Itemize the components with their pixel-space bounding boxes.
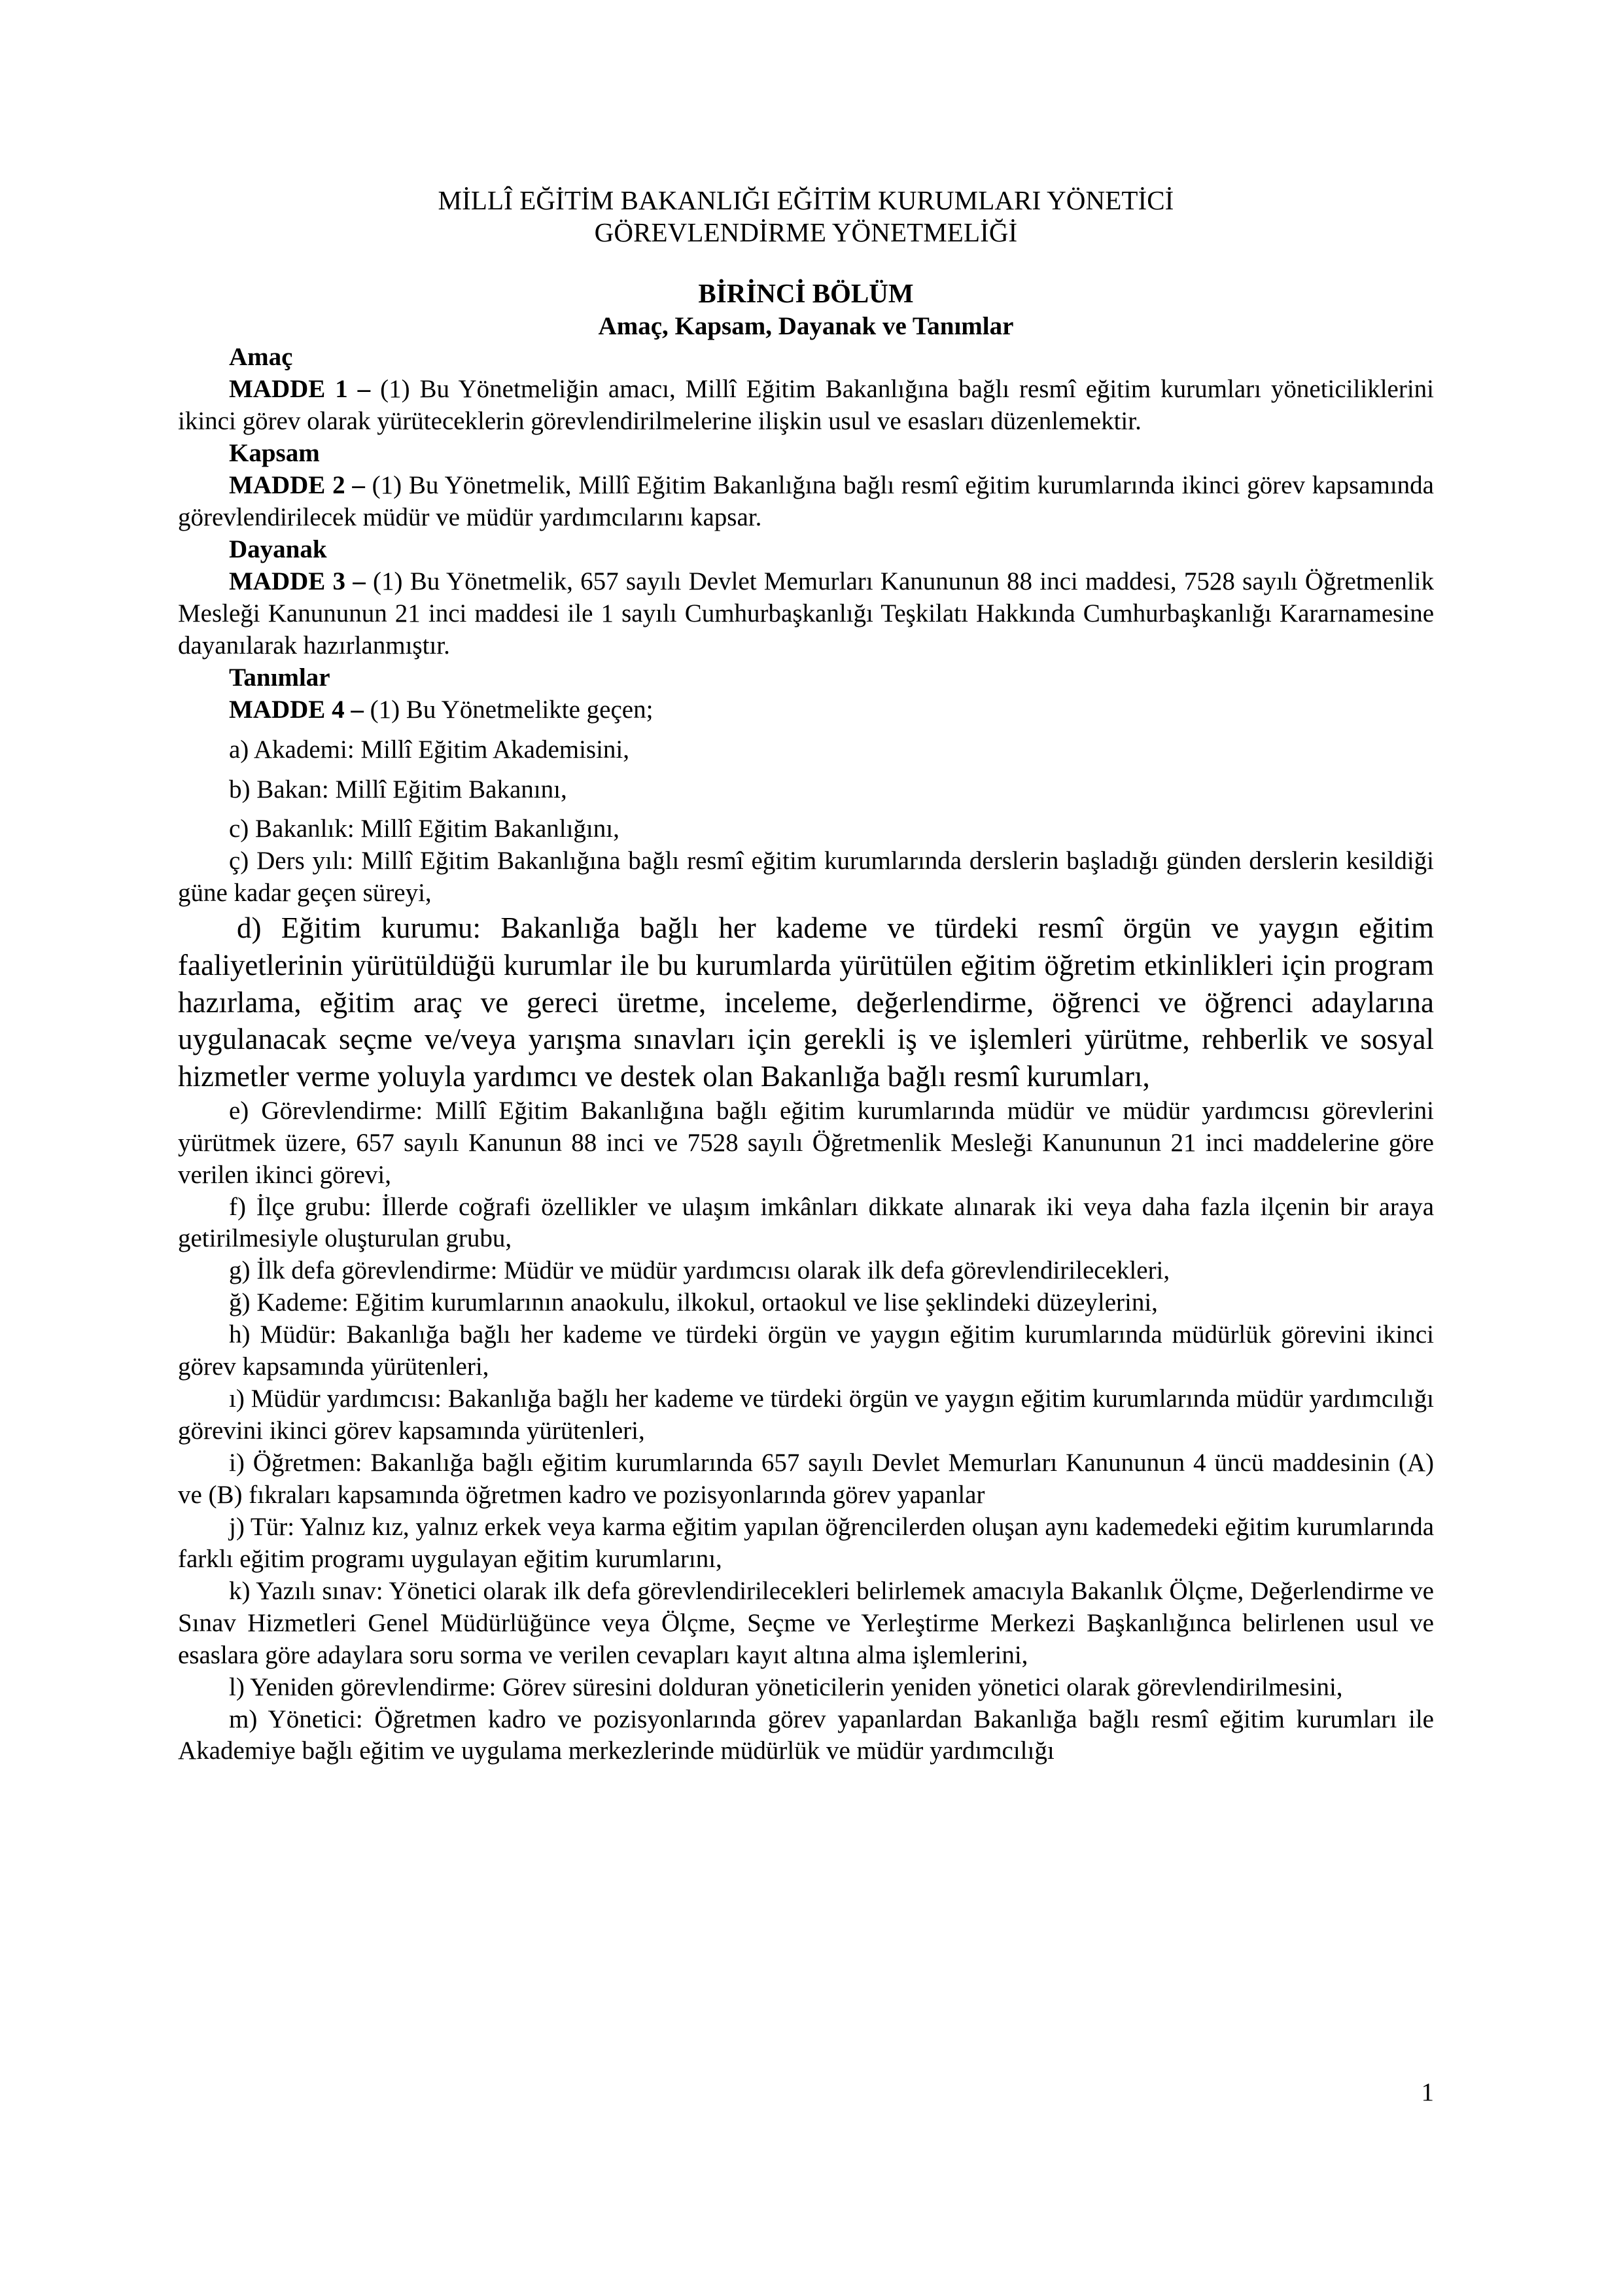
page-number: 1 (1421, 2078, 1434, 2106)
definition-item-b: b) Bakan: Millî Eğitim Bakanını, (229, 775, 567, 804)
definition-item-g: g) İlk defa görevlendirme: Müdür ve müdür yardımcısı olarak ilk defa görevlendirilecekleri, (229, 1256, 1170, 1285)
definition-item-d: d) Eğitim kurumu: Bakanlığa bağlı her kademe ve türdeki resmî örgün ve yaygın eğitim faaliyetlerinin yürütüldüğü kurumlar ile bu kurumlarda yürütülen eğitim öğretim etkinlikleri için program hazırlama, eğitim araç ve gereci üretme, inceleme, değerlendirme, öğrenci ve öğrenci adaylarına uygulanacak seçme ve/veya yarışma sınavları için gerekli iş ve işlemleri yürütme, rehberlik ve sosyal hizmetler verme yoluyla yardımcı ve destek olan Bakanlığa bağlı resmî kurumları, (178, 911, 1434, 1093)
article-body-madde-4: (1) Bu Yönetmelikte geçen; (370, 695, 654, 724)
article-label-madde-3: MADDE 3 – (229, 567, 374, 595)
article-body-madde-1: (1) Bu Yönetmeliğin amacı, Millî Eğitim Bakanlığına bağlı resmî eğitim kurumları yöneticiliklerini ikinci görev olarak yürüteceklerin görevlendirilmelerine ilişkin usul ve esasları düzenlemektir. (178, 375, 1434, 436)
document-content (178, 185, 1434, 1767)
definition-item-a: a) Akademi: Millî Eğitim Akademisini, (229, 735, 630, 764)
chapter-heading: BİRİNCİ BÖLÜM (698, 278, 914, 309)
spacer (178, 805, 1434, 813)
spacer (178, 726, 1434, 734)
definition-item-c-cedilla: ç) Ders yılı: Millî Eğitim Bakanlığına bağlı resmî eğitim kurumlarında derslerin başladığı günden derslerin kesildiği güne kadar geçen süreyi, (178, 847, 1434, 908)
document-title (178, 185, 1434, 249)
definition-item-l: l) Yeniden görevlendirme: Görev süresini dolduran yöneticilerin yeniden yönetici olarak görevlendirilmesini, (229, 1672, 1343, 1701)
document-title-line-2: GÖREVLENDİRME YÖNETMELİĞİ (594, 217, 1018, 248)
article-body-madde-3: (1) Bu Yönetmelik, 657 sayılı Devlet Memurları Kanununun 88 inci maddesi, 7528 sayılı Öğretmenlik Mesleği Kanununun 21 inci maddesi ile 1 sayılı Cumhurbaşkanlığı Teşkilatı Hakkında Cumhurbaşkanlığı Kararnamesine dayanılarak hazırlanmıştır. (178, 567, 1434, 660)
definition-item-e: e) Görevlendirme: Millî Eğitim Bakanlığına bağlı eğitim kurumlarında müdür ve müdür yardımcısı görevlerini yürütmek üzere, 657 sayılı Kanunun 88 inci ve 7528 sayılı Öğretmenlik Mesleği Kanununun 21 inci maddelerine göre verilen ikinci görevi, (178, 1096, 1434, 1189)
spacer (178, 766, 1434, 774)
paragraph-madde-3 (178, 566, 1434, 662)
paragraph-madde-1 (178, 374, 1434, 438)
heading-dayanak: Dayanak (229, 535, 327, 563)
definition-item-g-breve: ğ) Kademe: Eğitim kurumlarının anaokulu, ilkokul, ortaokul ve lise şeklindeki düzeylerini, (229, 1288, 1158, 1317)
definition-item-i: i) Öğretmen: Bakanlığa bağlı eğitim kurumlarında 657 sayılı Devlet Memurları Kanununun 4 üncü maddesinin (A) ve (B) fıkraları kapsamında öğretmen kadro ve pozisyonlarında görev yapanlar (178, 1449, 1434, 1509)
heading-tanimlar: Tanımlar (229, 663, 330, 692)
heading-amac: Amaç (229, 343, 293, 372)
article-label-madde-2: MADDE 2 – (229, 471, 372, 500)
definition-item-h: h) Müdür: Bakanlığa bağlı her kademe ve türdeki örgün ve yaygın eğitim kurumlarında müdürlük görevini ikinci görev kapsamında yürütenleri, (178, 1320, 1434, 1381)
paragraph-madde-4 (178, 694, 1434, 726)
definition-item-f: f) İlçe grubu: İllerde coğrafi özellikler ve ulaşım imkânları dikkate alınarak iki veya daha fazla ilçenin bir araya getirilmesiyle oluşturulan grubu, (178, 1192, 1434, 1253)
article-label-madde-4: MADDE 4 – (229, 695, 370, 724)
definition-item-k: k) Yazılı sınav: Yönetici olarak ilk defa görevlendirilecekleri belirlemek amacıyla Bakanlık Ölçme, Değerlendirme ve Sınav Hizmetleri Genel Müdürlüğünce veya Ölçme, Seçme ve Yerleştirme Merkezi Başkanlığınca belirlenen usul ve esaslara göre adaylara soru sorma ve verilen cevapları kayıt altına alma işlemlerini, (178, 1576, 1434, 1669)
paragraph-madde-2 (178, 470, 1434, 534)
definition-item-dotless-i: ı) Müdür yardımcısı: Bakanlığa bağlı her kademe ve türdeki örgün ve yaygın eğitim kurumlarında müdür yardımcılığı görevini ikinci görev kapsamında yürütenleri, (178, 1385, 1434, 1445)
heading-kapsam: Kapsam (229, 439, 320, 468)
definition-item-j: j) Tür: Yalnız kız, yalnız erkek veya karma eğitim yapılan öğrencilerden oluşan aynı kademedeki eğitim kurumlarında farklı eğitim programı uygulayan eğitim kurumlarını, (178, 1512, 1434, 1573)
document-title-line-1: MİLLÎ EĞİTİM BAKANLIĞI EĞİTİM KURUMLARI YÖNETİCİ (438, 185, 1174, 215)
definition-item-m: m) Yönetici: Öğretmen kadro ve pozisyonlarında görev yapanlardan Bakanlığa bağlı resmî eğitim kurumları ile Akademiye bağlı eğitim ve uygulama merkezlerinde müdürlük ve müdür yardımcılığı (178, 1704, 1434, 1765)
definition-item-c: c) Bakanlık: Millî Eğitim Bakanlığını, (229, 815, 620, 843)
chapter-subheading: Amaç, Kapsam, Dayanak ve Tanımlar (598, 311, 1014, 340)
article-body-madde-2: (1) Bu Yönetmelik, Millî Eğitim Bakanlığına bağlı resmî eğitim kurumlarında ikinci görev kapsamında görevlendirilecek müdür ve müdür yardımcılarını kapsar. (178, 471, 1434, 532)
article-label-madde-1: MADDE 1 – (229, 375, 381, 404)
